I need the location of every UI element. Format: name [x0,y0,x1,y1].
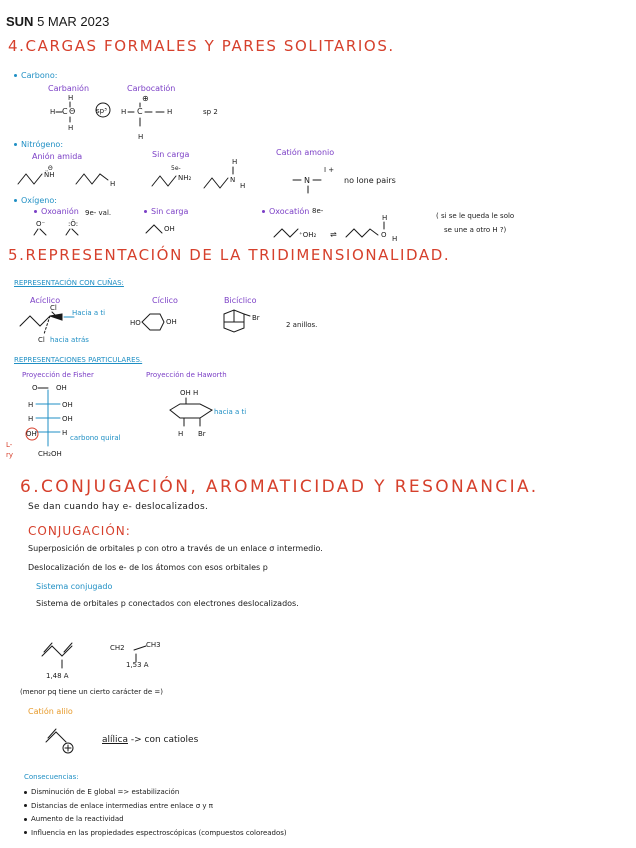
no-lone-pairs: no lone pairs [344,176,396,185]
svg-text:CH₂OH: CH₂OH [38,450,62,458]
intro-line: Se dan cuando hay e- deslocalizados. [28,502,209,512]
oxoanion-note: 9e- val. [85,209,112,217]
svg-text:N: N [230,176,236,184]
sistema-label: Sistema conjugado [36,582,113,591]
menor-note: (menor pq tiene un cierto carácter de =) [20,688,163,696]
anion-amida-label: Anión amida [32,152,83,161]
projection-structures [20,380,260,460]
svg-text:HO: HO [130,319,141,327]
sin-carga-n-label: Sin carga [152,150,190,159]
svg-text:H: H [121,108,127,116]
hacia-ti-haworth: hacia a ti [214,408,247,416]
dist-1: 1,48 A [46,672,69,680]
svg-text:O: O [32,384,38,392]
svg-text:O: O [381,231,387,239]
svg-text:I +: I + [324,166,335,174]
svg-text:⊕: ⊕ [142,94,149,103]
oxocation-note: 8e- [312,207,324,215]
consecuencias-list [24,786,287,840]
svg-text:C: C [62,107,68,116]
allyl-cation-structure [44,728,104,758]
oxoanion-label: Oxoanión [34,207,79,216]
hacia-ti-label: Hacia a ti [72,309,106,317]
list-item: Aumento de la reactividad [24,813,287,827]
svg-text:Br: Br [252,314,260,322]
page-date [6,14,109,29]
svg-text:H: H [50,108,56,116]
svg-text::Ö:: :Ö: [68,220,79,228]
carbon-structures [48,92,228,142]
sp2-label: sp 2 [203,108,218,116]
section-5-title: 5.REPRESENTACIÓN DE LA TRIDIMENSIONALIDAD. [8,246,451,264]
alilica-word: alílica [102,735,128,745]
svg-text:OH: OH [62,401,73,409]
svg-text:NH₂: NH₂ [178,174,192,182]
conjugacion-line-3: Sistema de orbitales p conectados con electrones deslocalizados. [36,599,299,608]
haworth-label: Proyección de Haworth [146,371,227,379]
oxocation-label: Oxocatión [262,207,309,216]
biciclico-label: Bicíclico [224,296,257,305]
svg-text:Θ: Θ [69,107,76,116]
date-day: SUN [6,14,34,29]
side-note-1: ( si se le queda le solo [436,212,515,220]
cation-alilo-label: Catión alilo [28,707,73,716]
svg-text:sp³: sp³ [96,107,107,115]
conjugacion-line-1: Superposición de orbitales p con otro a través de un enlace σ intermedio. [28,544,323,553]
section-4-title: 4.CARGAS FORMALES Y PARES SOLITARIOS. [8,37,395,55]
date-rest: 5 MAR 2023 [37,14,110,29]
dist-2: 1,53 A [126,661,149,669]
carbocation-label: Carbocatión [127,84,176,93]
fischer-label: Proyección de Fisher [22,371,94,379]
svg-text:OH: OH [166,318,177,326]
side-note-2: se une a otro H ?) [444,226,507,234]
svg-text:H: H [240,182,246,190]
svg-text:H: H [167,108,173,116]
list-item: Influencia en las propiedades espectroscópicas (compuestos coloreados) [24,827,287,841]
ch3-label: CH3 [146,641,161,649]
svg-text:H: H [392,235,398,243]
svg-text:⇌: ⇌ [330,230,337,239]
section-6-title: 6.CONJUGACIÓN, AROMATICIDAD Y RESONANCIA. [20,477,539,497]
l-label-2: ry [6,451,14,459]
svg-text:H: H [232,158,238,166]
svg-text:C: C [137,107,143,116]
svg-text:Θ: Θ [48,165,53,172]
carbanion-label: Carbanión [48,84,90,93]
svg-text:N̈H: N̈H [44,171,55,179]
conjugacion-heading: CONJUGACIÓN: [28,524,131,538]
oxigeno-label: Oxígeno: [14,196,57,205]
carbono-label: Carbono: [14,71,57,80]
nitrogen-structures [14,158,394,198]
cation-amonio-label: Catión amonio [276,148,335,157]
svg-text:H: H [68,124,74,132]
ch2-label: CH2 [110,644,125,652]
svg-text:H: H [62,429,68,437]
svg-text:N: N [304,176,310,185]
svg-text:H: H [138,133,144,141]
svg-text:H: H [382,214,388,222]
carbono-quiral-label: carbono quiral [70,434,121,442]
l-label: L- [6,441,13,449]
svg-text:H: H [28,415,34,423]
consecuencias-heading: Consecuencias: [24,773,79,781]
sin-carga-o-label: Sin carga [144,207,188,216]
alilica-line [102,735,198,745]
list-item: Disminución de E global => estabilización [24,786,287,800]
svg-text:O⁻: O⁻ [36,220,46,228]
svg-text:Br: Br [198,430,206,438]
svg-text:OH H: OH H [180,389,199,397]
nitrogeno-label: Nitrógeno: [14,140,63,149]
hacia-atras-label: hacia atrás [50,336,89,344]
svg-text:OH: OH [56,384,67,392]
conjugacion-line-2: Deslocalización de los e- de los átomos con esos orbitales p [28,563,268,572]
svg-text:5e-: 5e- [171,165,181,172]
alilica-rest: -> con catioles [130,735,199,745]
svg-text:⁺OH₂: ⁺OH₂ [299,231,317,239]
aciclico-label: Acíclico [30,296,61,305]
list-item: Distancias de enlace intermedias entre enlace σ y π [24,800,287,814]
dos-anillos: 2 anillos. [286,321,318,329]
svg-text:OH: OH [62,415,73,423]
svg-text:Cl: Cl [38,336,45,344]
svg-text:H: H [178,430,184,438]
wedges-heading: REPRESENTACIÓN CON CUÑAS: [14,279,124,287]
svg-text:H: H [28,401,34,409]
svg-text:H: H [68,94,74,102]
ciclico-label: Cíclico [152,296,178,305]
svg-text:H: H [110,180,116,188]
svg-text:OH: OH [26,430,37,438]
svg-text:OH: OH [164,225,175,233]
svg-text:Cl: Cl [50,304,57,312]
particulares-heading: REPRESENTACIONES PARTICULARES. [14,356,143,364]
